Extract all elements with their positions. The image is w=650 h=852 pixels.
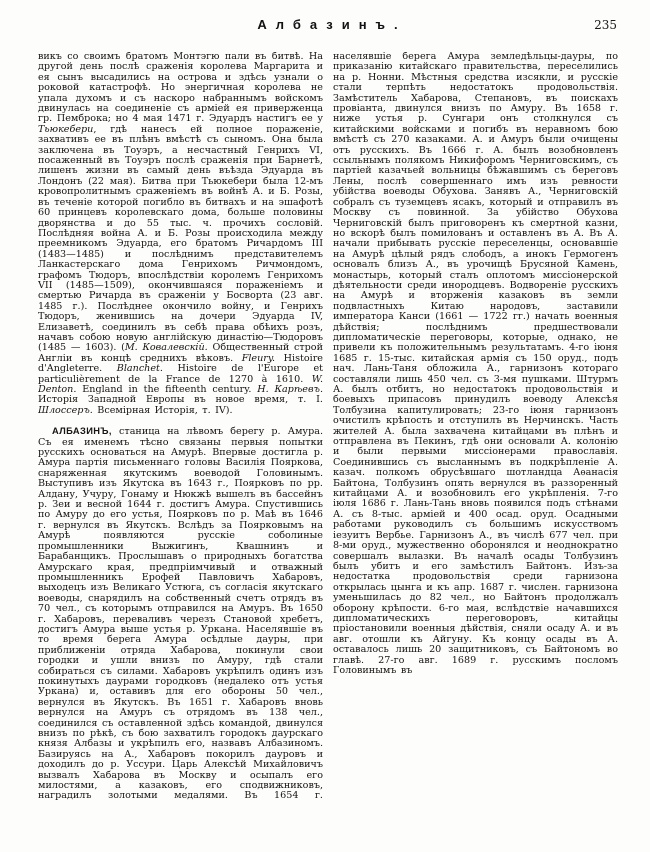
text-segment: Histoire de l'Europe et particulièrement de la France de 1270 à 1610. bbox=[38, 363, 324, 385]
text-segment: England in the fifteenth century. bbox=[76, 384, 258, 395]
text-segment: , гдѣ нанесъ ей полное пораженіе, захвативъ ее въ плѣнъ вмѣстѣ съ сыномъ. Она была заключена въ Тоуэръ, а несчастный Генрихъ VI, посаженный въ Тоуэръ послѣ сраженія при Барнетѣ, лишенъ жизни въ самый день въѣзда Эдуарда въ Лондонъ (22 мая). Битва при Тьюкебери была 12-мъ кровопролитнымъ сраженіемъ въ войнѣ А. и Б. Розы, въ теченіе которой погибло въ битвахъ и на эшафотѣ 60 принцевъ королевскаго дома, больше половины дворянства и до 55 тыс. ч. прочихъ сословій. Послѣдняя война А. и Б. Розы происходила между преемникомъ Эдуарда, его братомъ Ричардомъ III (1483—1485) и послѣднимъ представителемъ Ланкастерскаго дома Генрихомъ Ричмондомъ, графомъ Тюдоръ, впослѣдствіи королемъ Генрихомъ VII (1485—1509), окончившаяся пораженіемъ и смертью Ричарда въ сраженіи у Босворта (23 авг. 1485 г.). Послѣднее окончило войну, и Генрихъ Тюдоръ, женившись на дочери Эдуарда IV, Елизаветѣ, соединилъ въ себѣ права обѣихъ розъ, начавъ собою новую англійскую династію—Тюдоровъ (1485 — 1603). ( bbox=[38, 123, 323, 354]
text-segment: Blanchet. bbox=[116, 363, 163, 375]
text-segment: викъ со своимъ братомъ Монтэгю пали въ битвѣ. На другой день послѣ сраженія королева Маргарита и ея сынъ высадились на острова и здѣсь узнали о роковой катастрофѣ. Но энергичная королева не упала духомъ и съ наскоро набраннымъ войскомъ двинулась на соединеніе съ арміей ея приверженца гр. Пемброка; но 4 мая 1471 г. Эдуардъ настигъ ее у bbox=[38, 52, 323, 125]
text-segment: Шлоссеръ. bbox=[38, 404, 93, 416]
page-title: Албазинъ. bbox=[257, 17, 407, 32]
text-segment: Тьюкебери bbox=[38, 123, 94, 135]
text-segment: станица на лѣвомъ берегу р. Амура. Съ ея именемъ тѣсно связаны первыя попытки русскихъ основаться на Амурѣ. Впервые достигла р. Амура партія письменнаго головы Василія Пояркова, снаряженная якутскимъ воеводой Головинымъ. Выступивъ изъ Якутска въ 1643 г., Поярковъ по рр. Алдану, Учуру, Гонаму и Нюкжѣ вышелъ въ бассейнъ р. Зеи и весной 1644 г. достигъ Амура. Спустившись по Амуру до его устья, Поярковъ по р. Маѣ въ 1646 г. вернулся въ Якутскъ. Вслѣдъ за Поярковымъ на Амурѣ появляются русскіе соболиные промышленники Выжигинъ, Квашнинъ и Барабанщикъ. Прослышавъ о природныхъ богатства Амурскаго края, предпріимчивый и отважный промышленникъ Ерофей Павловичъ Хабаровъ, выходецъ изъ Великаго Устюга, съ согласія якутскаго воеводы, снарядилъ на собственный счетъ отрядъ въ 70 чел., съ которымъ отправился на Амуръ. Въ 1650 г. Хабаровъ, переваливъ черезъ Становой хребетъ, достигъ Амура выше устья р. Уркана. Населявшіе въ то время берега Амура осѣдлые дауры, при приближеніи отряда Хабарова, покинули свои городки и ушли внизъ по Амуру, гдѣ стали собираться съ силами. Хабаровъ укрѣпилъ одинъ изъ покинутыхъ даурами городковъ (недалеко отъ устья Уркана) и, оставивъ для его обороны 50 чел., вернулся въ Якутскъ. Въ 1651 г. Хабаровъ вновь вернулся на Амуръ съ отрядомъ въ 138 чел., соединился съ оставленной здѣсь командой, двинулся внизъ по рѣкѣ, съ бою захватилъ городокъ даурскаго князя Албазы и укрѣпилъ его, назвавъ Албазиномъ. Базируясь на А., Хабаровъ покорилъ дауровъ и доходилъ до р. Уссури. Царь Алексѣй Михайловичъ вызвалъ Хабарова въ Москву и осыпалъ его милостями, а казаковъ, его сподвижниковъ, наградилъ золотыми медалями. Въ 1654 г. населявшіе берега Амура земледѣльцы-дауры, по приказанію китайскаго правительства, переселились на р. Нонни. Мѣстныя средства изсякли, и русскіе стали терпѣть недостатокъ продовольствія. Замѣститель Хабарова, Степановъ, въ поискахъ провіанта, двинулся внизъ по Амуру. Въ 1658 г. ниже устья р. Сунгари онъ столкнулся съ китайскими войсками и погибъ въ неравномъ бою вмѣстѣ съ 270 казаками. А. и Амуръ были очищены отъ русскихъ. Въ 1666 г. А. былъ возобновленъ ссыльнымъ полякомъ Никифоромъ Черниговскимъ, съ партіей казачьей вольницы бѣжавшимъ съ береговъ Лены, послѣ совершеннаго имъ изъ ревности убійства воеводы Обухова. Занявъ А., Черниговскій собралъ съ туземцевъ ясакъ, который и отправилъ въ Москву съ повинной. За убійство Обухова Черниговскій былъ приговоренъ къ смертной казни, но вскорѣ былъ помилованъ и оставленъ въ А. Въ А. начали прибывать русскіе переселенцы, основавшіе на Амурѣ цѣлый рядъ слободъ, а инокъ Гермогенъ основалъ близъ А., въ урочищѣ Брусяной Камень, монастырь, который сталъ оплотомъ миссіонерской дѣятельности среди инородцевъ. Водвореніе русскихъ на Амурѣ и вторженія казаковъ въ земли подвластныхъ Китаю народовъ, заставили императора Канси (1661 — 1722 гг.) начать военныя дѣйствія; послѣднимъ предшествовали дипломатическіе переговоры, которые, однако, не привели къ положительнымъ результатамъ. 4-го іюня 1685 г. 15-тыс. китайская армія съ 150 оруд., подъ нач. Лань-Таня обложила А., гарнизонъ котораго составляли лишь 450 чел. съ 3-мя пушками. Штурмъ А. былъ отбитъ, но недостатокъ продовольствія и боевыхъ припасовъ принудилъ воеводу Алексѣя Толбузина капитулировать; 23-го іюня гарнизонъ очистилъ крѣпость и отступилъ въ Нерчинскъ. Часть жителей А. была захвачена китайцами въ плѣнъ и отправлена въ Пекинъ, гдѣ они основали А. колонію и были первыми миссіонерами православія. Соединившись съ высланнымъ въ подкрѣпленіе А. казач. полкомъ обрусѣвшаго шотландца Аѳанасія Байтона, Толбузинъ опять вернулся въ раззоренный китайцами А. и возобновилъ его укрѣпленія. 7-го іюля 1686 г. Лань-Тань вновь появился подъ стѣнами А. съ 8-тыс. арміей и 400 осад. оруд. Осадными работами руководилъ съ большимъ искусствомъ іезуитъ Вербье. Гарнизонъ А., въ числѣ 677 чел. при 8-ми оруд., мужественно оборонялся и неоднократно совершалъ вылазки. Въ началѣ осады Толбузинъ былъ убитъ и его замѣстилъ Байтонъ. Изъ-за недостатка продовольствія среди гарнизона открылась цынга и къ апр. 1687 г. числен. гарнизона уменьшилась до 82 чел., но Байтонъ продолжалъ оборону крѣпости. 6-го мая, вслѣдствіе начавшихся дипломатическихъ переговоровъ, китайцы пріостановили военныя дѣйствія, сняли осаду А. и въ авг. отошли къ Айгуну. Къ концу осады въ А. оставалось лишь 20 защитниковъ, съ Байтономъ во главѣ. 27-го авг. 1689 г. русскимъ посломъ Головинымъ въ bbox=[38, 52, 618, 802]
text-segment: АЛБАЗИНЪ, bbox=[52, 426, 112, 437]
text-segment: Всемірная Исторія, т. IV). bbox=[92, 404, 233, 416]
running-header bbox=[38, 17, 617, 35]
paragraph-wars-of-roses-continuation bbox=[38, 52, 323, 416]
text-segment: W. Denton. bbox=[38, 373, 323, 395]
text-segment: М. Ковалевскій. bbox=[124, 342, 208, 354]
text-segment: Исторія Западной Европы въ новое время, т. I. bbox=[38, 394, 323, 406]
text-segment: Общественный строй Англіи въ концѣ среднихъ вѣковъ. bbox=[38, 342, 323, 364]
text-columns bbox=[38, 52, 618, 812]
text-segment: Н. Карѣевъ. bbox=[257, 384, 323, 395]
text-segment: Histoire d'Angleterre. bbox=[38, 352, 323, 375]
page-number: 235 bbox=[594, 18, 617, 32]
text-segment: Fleury. bbox=[241, 352, 276, 364]
